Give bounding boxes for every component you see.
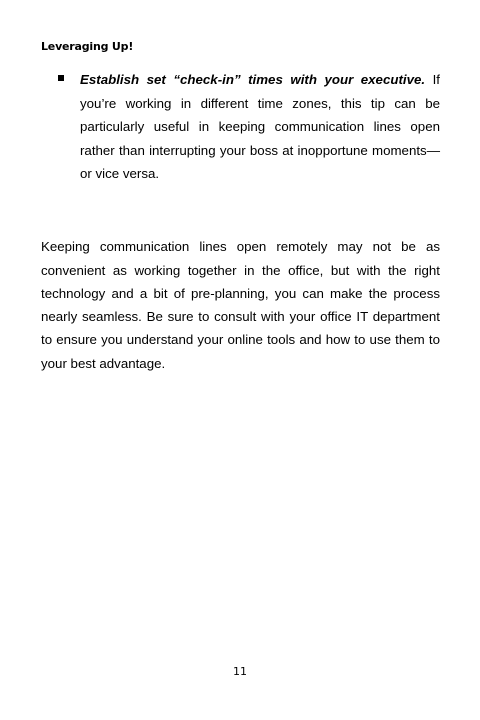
page-number: 11 xyxy=(233,665,247,678)
bullet-lead-text: Establish set “check-in” times with your executive. xyxy=(80,72,426,87)
body-paragraph: Keeping communication lines open remotely may not be as convenient as working together in the office, but with the right technology and a bit of pre-planning, you can make the process nearly seamless. Be sure to consult with your office IT department to ensure you understand your online tools and how to use them to your best advantage. xyxy=(41,239,440,371)
bullet-text xyxy=(80,68,440,186)
square-bullet-icon xyxy=(58,68,68,186)
running-header: Leveraging Up! xyxy=(41,40,134,53)
bullet-list-item xyxy=(58,68,440,186)
bullet-body-text: If you’re working in different time zones, this tip can be particularly useful in keeping communication lines open rather than interrupting your boss at inopportune moments—or vice versa. xyxy=(80,72,440,182)
